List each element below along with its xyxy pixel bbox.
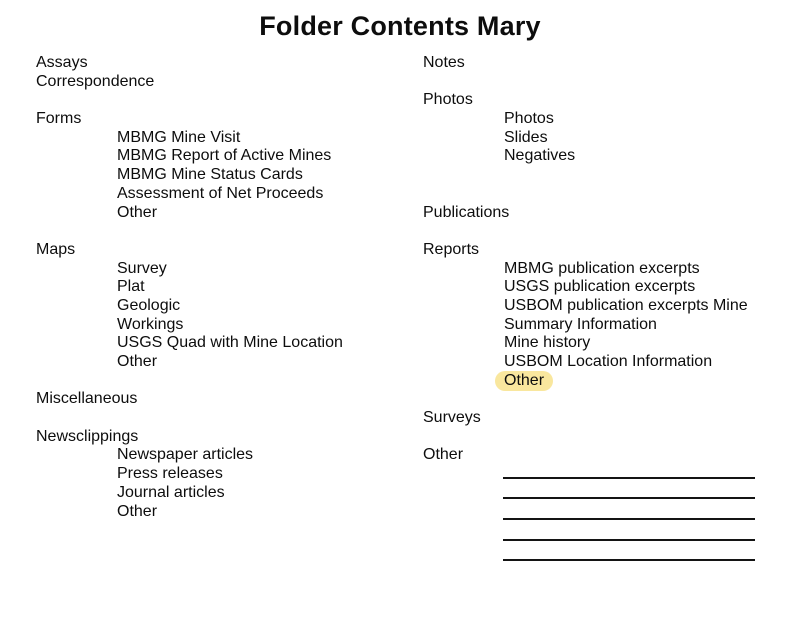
item-label: MBMG Mine Visit	[117, 128, 241, 146]
list-item	[36, 147, 416, 166]
write-in-line	[503, 541, 755, 562]
highlighted-item-label: Other	[495, 371, 553, 391]
blank-row	[423, 185, 783, 204]
list-item	[36, 334, 416, 353]
item-label: Forms	[36, 110, 82, 128]
list-item	[423, 241, 783, 260]
item-label: Photos	[423, 91, 473, 109]
item-label: Mine history	[504, 334, 591, 352]
item-label: Journal articles	[117, 483, 225, 501]
item-label: MBMG Mine Status Cards	[117, 166, 303, 184]
list-item	[423, 316, 783, 335]
list-item	[423, 129, 783, 148]
list-item	[36, 484, 416, 503]
list-item	[423, 91, 783, 110]
blank-row	[423, 390, 783, 409]
list-item	[423, 372, 783, 391]
item-label: Photos	[504, 110, 554, 128]
blank-row	[423, 73, 783, 92]
list-item	[423, 409, 783, 428]
item-label: USGS publication excerpts	[504, 278, 696, 296]
list-item	[36, 465, 416, 484]
list-item	[36, 297, 416, 316]
list-item	[36, 446, 416, 465]
list-item	[36, 241, 416, 260]
blank-row	[36, 222, 416, 241]
list-item	[36, 503, 416, 522]
item-label: Notes	[423, 54, 465, 71]
item-label: Slides	[504, 128, 548, 146]
blank-row	[423, 166, 783, 185]
list-item	[423, 204, 783, 223]
list-item	[36, 353, 416, 372]
list-item	[423, 147, 783, 166]
list-item	[36, 204, 416, 223]
item-label: USGS Quad with Mine Location	[117, 334, 343, 352]
blank-row	[36, 372, 416, 391]
blank-row	[423, 428, 783, 447]
item-label: MBMG Report of Active Mines	[117, 147, 332, 165]
write-in-lines	[423, 458, 783, 561]
item-label: MBMG publication excerpts	[504, 259, 700, 277]
item-label: Publications	[423, 203, 510, 221]
list-item	[36, 316, 416, 335]
list-item	[423, 110, 783, 129]
item-label: Newspaper articles	[117, 446, 254, 464]
list-item	[36, 278, 416, 297]
list-item	[36, 428, 416, 447]
list-item	[36, 129, 416, 148]
list-item	[36, 390, 416, 409]
item-label: Negatives	[504, 147, 576, 165]
item-label: Summary Information	[504, 315, 657, 333]
item-label: Assessment of Net Proceeds	[117, 184, 324, 202]
item-label: Maps	[36, 240, 76, 258]
item-label: Workings	[117, 315, 184, 333]
item-label: Press releases	[117, 465, 223, 483]
list-item	[36, 110, 416, 129]
item-label: Assays	[36, 54, 88, 71]
write-in-line	[503, 499, 755, 520]
item-label: Survey	[117, 259, 167, 277]
list-item	[423, 297, 783, 316]
list-item	[423, 260, 783, 279]
blank-row	[36, 91, 416, 110]
write-in-line	[503, 520, 755, 541]
left-column-rows	[36, 54, 416, 521]
write-in-line	[503, 479, 755, 500]
item-label: USBOM Location Information	[504, 353, 713, 370]
blank-row	[36, 409, 416, 428]
right-column-rows	[423, 54, 783, 465]
blank-row	[423, 222, 783, 241]
item-label: Miscellaneous	[36, 390, 138, 408]
item-label: Other	[117, 353, 158, 370]
item-label: Other	[117, 502, 158, 520]
left-column	[36, 54, 416, 521]
list-item	[423, 353, 783, 372]
item-label: Geologic	[117, 296, 181, 314]
item-label: Other	[117, 203, 158, 221]
right-column	[423, 54, 783, 561]
item-label: Newsclippings	[36, 427, 139, 445]
write-in-line	[503, 458, 755, 479]
item-label: Surveys	[423, 409, 481, 427]
item-label: Correspondence	[36, 72, 155, 90]
list-item	[36, 260, 416, 279]
item-label: USBOM publication excerpts Mine	[504, 296, 748, 314]
page-title: Folder Contents Mary	[259, 11, 541, 41]
list-item	[36, 166, 416, 185]
item-label: Reports	[423, 240, 480, 258]
list-item	[423, 278, 783, 297]
item-label: Plat	[117, 278, 145, 296]
item-label: Other	[423, 446, 464, 464]
list-item	[36, 73, 416, 92]
list-item	[36, 54, 416, 73]
list-item	[423, 54, 783, 73]
list-item	[36, 185, 416, 204]
list-item	[423, 334, 783, 353]
